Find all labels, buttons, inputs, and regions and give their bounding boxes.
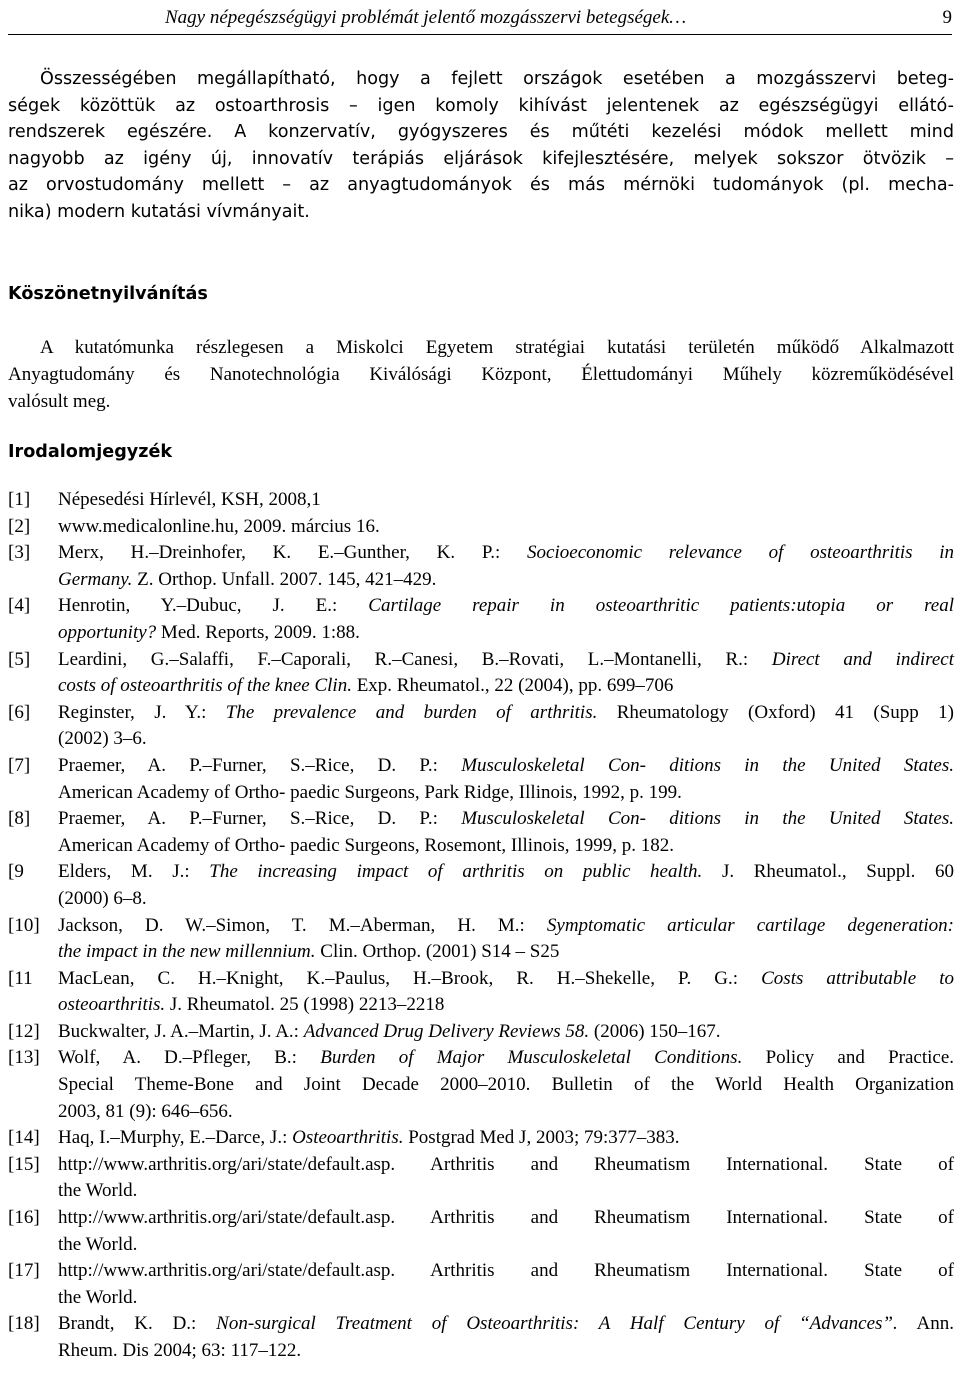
reference-number: [5] xyxy=(8,648,31,670)
reference-line xyxy=(58,726,954,753)
reference-segment: Brandt, K. D.: xyxy=(58,1313,217,1335)
reference-number: [15] xyxy=(8,1153,40,1175)
reference-text xyxy=(58,1152,954,1205)
reference-line xyxy=(58,780,954,807)
reference-line xyxy=(58,1125,954,1152)
text-line: ségek közöttük az ostoarthrosis – igen komoly kihívást jelentenek az egészségügyi ellátó- xyxy=(8,95,954,116)
reference-item xyxy=(8,487,954,514)
reference-segment: Jackson, D. W.–Simon, T. M.–Aberman, H. M.: xyxy=(58,914,547,936)
reference-line xyxy=(58,1019,954,1046)
reference-number: [16] xyxy=(8,1207,40,1229)
acknowledgement-paragraph xyxy=(8,334,954,415)
text-line: valósult meg. xyxy=(8,391,111,412)
reference-text xyxy=(58,700,954,753)
reference-segment: Leardini, G.–Salaffi, F.–Caporali, R.–Canesi, B.–Rovati, L.–Montanelli, R.: xyxy=(58,648,772,670)
reference-segment: (2000) 6–8. xyxy=(58,887,147,909)
reference-item xyxy=(8,1019,954,1046)
reference-text xyxy=(58,753,954,806)
reference-number: [9 xyxy=(8,861,24,883)
references-heading: Irodalomjegyzék xyxy=(8,442,173,462)
reference-line xyxy=(58,1311,954,1338)
reference-item xyxy=(8,593,954,646)
reference-item xyxy=(8,1311,954,1364)
reference-text xyxy=(58,806,954,859)
text-line: az orvostudomány mellett – az anyagtudományok és más mérnöki tudományok (pl. mecha- xyxy=(8,175,954,195)
reference-segment: Buckwalter, J. A.–Martin, J. A.: xyxy=(58,1020,304,1042)
reference-text xyxy=(58,1125,954,1152)
reference-number: [4] xyxy=(8,595,31,617)
reference-number: [6] xyxy=(8,701,31,723)
reference-line xyxy=(58,540,954,567)
reference-segment: http://www.arthritis.org/ari/state/default.asp. Arthritis and Rheumatism International. State of xyxy=(58,1207,954,1229)
reference-line xyxy=(58,1232,954,1259)
reference-list xyxy=(8,487,954,1365)
reference-segment: the World. xyxy=(58,1233,138,1255)
reference-segment: Med. Reports, 2009. 1:88. xyxy=(156,621,360,643)
reference-line xyxy=(58,1205,954,1232)
reference-segment: Henrotin, Y.–Dubuc, J. E.: xyxy=(58,595,369,617)
reference-item xyxy=(8,1045,954,1125)
reference-text xyxy=(58,913,954,966)
reference-segment: Népesedési Hírlevél, KSH, 2008,1 xyxy=(58,489,321,510)
reference-text xyxy=(58,1045,954,1125)
intro-paragraph xyxy=(8,66,954,225)
reference-segment: Policy and Practice. xyxy=(742,1047,955,1069)
reference-line xyxy=(58,1178,954,1205)
reference-line xyxy=(58,567,954,594)
reference-title: Non-surgical Treatment of Osteoarthritis: A Half Century of “Advances”. xyxy=(216,1313,898,1335)
reference-title: opportunity? xyxy=(58,621,157,643)
reference-title: Burden of Major Musculoskeletal Conditions. xyxy=(320,1047,743,1069)
reference-line xyxy=(58,806,954,833)
reference-item xyxy=(8,806,954,859)
reference-text xyxy=(58,1258,954,1311)
text-line: nika) modern kutatási vívmányait. xyxy=(8,201,310,222)
reference-item xyxy=(8,1125,954,1152)
reference-segment: 2003, 81 (9): 646–656. xyxy=(58,1100,233,1122)
reference-text xyxy=(58,514,954,541)
reference-number: [10] xyxy=(8,914,40,936)
text-line: A kutatómunka részlegesen a Miskolci Egyetem stratégiai kutatási területén működő Alkalmazott xyxy=(40,337,954,358)
reference-segment: Reginster, J. Y.: xyxy=(58,701,226,723)
reference-line xyxy=(58,620,954,647)
reference-text xyxy=(58,966,954,1019)
reference-title: Advanced Drug Delivery Reviews 58. xyxy=(303,1020,590,1042)
reference-segment: MacLean, C. H.–Knight, K.–Paulus, H.–Brook, R. H.–Shekelle, P. G.: xyxy=(58,967,762,989)
reference-text xyxy=(58,647,954,700)
reference-number: [17] xyxy=(8,1260,40,1282)
reference-title: Musculoskeletal Con- ditions in the United States. xyxy=(461,808,954,830)
reference-text xyxy=(58,859,954,912)
text-line: nagyobb az igény új, innovatív terápiás eljárások kifejlesztésére, melyek sokszor ötvözik – xyxy=(8,148,954,169)
reference-line xyxy=(58,833,954,860)
reference-segment: http://www.arthritis.org/ari/state/default.asp. Arthritis and Rheumatism International. State of xyxy=(58,1153,954,1175)
reference-line xyxy=(58,1099,954,1126)
reference-title: Musculoskeletal Con- ditions in the United States. xyxy=(461,754,954,776)
reference-title: the impact in the new millennium. xyxy=(58,941,316,963)
acknowledgement-heading: Köszönetnyilvánítás xyxy=(8,284,208,304)
text-line: Összességében megállapítható, hogy a fejlett országok esetében a mozgásszervi beteg- xyxy=(40,69,954,89)
reference-segment: (2002) 3–6. xyxy=(58,728,147,750)
reference-title: Socioeconomic relevance of osteoarthritis in xyxy=(527,542,955,564)
reference-line xyxy=(58,1152,954,1179)
reference-item xyxy=(8,859,954,912)
reference-segment: Praemer, A. P.–Furner, S.–Rice, D. P.: xyxy=(58,754,462,776)
reference-line xyxy=(58,647,954,674)
reference-number: [18] xyxy=(8,1313,40,1335)
reference-number: [3] xyxy=(8,542,31,564)
reference-segment: www.medicalonline.hu, 2009. március 16. xyxy=(58,515,380,537)
reference-line xyxy=(58,1072,954,1099)
reference-item xyxy=(8,913,954,966)
reference-number: [13] xyxy=(8,1047,40,1069)
running-header-title: Nagy népegészségügyi problémát jelentő mozgásszervi betegségek… xyxy=(165,7,687,28)
reference-segment: Exp. Rheumatol., 22 (2004), pp. 699–706 xyxy=(351,675,674,697)
reference-title: Germany. xyxy=(58,568,133,590)
reference-title: costs of osteoarthritis of the knee Clin. xyxy=(58,675,352,697)
text-line: Anyagtudomány és Nanotechnológia Kiválósági Központ, Élettudományi Műhely közreműködésével xyxy=(8,364,954,385)
reference-title: Osteoarthritis. xyxy=(292,1127,404,1149)
reference-segment: Postgrad Med J, 2003; 79:377–383. xyxy=(403,1127,680,1149)
reference-line xyxy=(58,886,954,913)
reference-number: [14] xyxy=(8,1127,40,1149)
reference-number: [8] xyxy=(8,808,31,830)
reference-segment: Z. Orthop. Unfall. 2007. 145, 421–429. xyxy=(132,568,437,590)
reference-segment: http://www.arthritis.org/ari/state/default.asp. Arthritis and Rheumatism International. State of xyxy=(58,1260,954,1282)
reference-line xyxy=(58,753,954,780)
reference-title: Cartilage repair in osteoarthritic patients:utopia or real xyxy=(368,595,954,617)
reference-line xyxy=(58,913,954,940)
reference-segment: Rheum. Dis 2004; 63: 117–122. xyxy=(58,1340,302,1361)
reference-line xyxy=(58,1338,954,1365)
reference-segment: American Academy of Ortho- paedic Surgeons, Rosemont, Illinois, 1999, p. 182. xyxy=(58,834,674,856)
reference-number: [2] xyxy=(8,515,31,537)
reference-segment: Praemer, A. P.–Furner, S.–Rice, D. P.: xyxy=(58,808,462,830)
reference-item xyxy=(8,647,954,700)
reference-line xyxy=(58,966,954,993)
reference-number: [12] xyxy=(8,1020,40,1042)
reference-segment: Clin. Orthop. (2001) S14 – S25 xyxy=(315,941,560,963)
reference-item xyxy=(8,540,954,593)
reference-segment: Rheumatology (Oxford) 41 (Supp 1) xyxy=(597,701,954,723)
reference-number: [1] xyxy=(8,489,31,510)
reference-line xyxy=(58,939,954,966)
reference-title: Costs attributable to xyxy=(761,967,954,989)
reference-title: Direct and indirect xyxy=(771,648,954,670)
reference-segment: Merx, H.–Dreinhofer, K. E.–Gunther, K. P.: xyxy=(58,542,528,564)
reference-text xyxy=(58,1019,954,1046)
reference-segment: Ann. xyxy=(897,1313,954,1335)
reference-item xyxy=(8,753,954,806)
reference-segment: J. Rheumatol. 25 (1998) 2213–2218 xyxy=(165,994,445,1016)
reference-segment: Special Theme-Bone and Joint Decade 2000–2010. Bulletin of the World Health Organization xyxy=(58,1074,954,1096)
reference-line xyxy=(58,1285,954,1312)
reference-line xyxy=(58,700,954,727)
reference-title: The increasing impact of arthritis on public health. xyxy=(209,861,703,883)
reference-item xyxy=(8,966,954,1019)
running-header xyxy=(8,4,952,35)
text-line: rendszerek egészére. A konzervatív, gyógyszeres és műtéti kezelési módok mellett mind xyxy=(8,122,954,142)
reference-segment: (2006) 150–167. xyxy=(589,1020,721,1042)
reference-item xyxy=(8,700,954,753)
reference-title: Symptomatic articular cartilage degeneration: xyxy=(546,914,954,936)
reference-line xyxy=(58,1258,954,1285)
reference-title: osteoarthritis. xyxy=(58,994,166,1016)
reference-number: [11 xyxy=(8,967,33,989)
reference-item xyxy=(8,1258,954,1311)
reference-line xyxy=(58,673,954,700)
reference-item xyxy=(8,1205,954,1258)
reference-segment: the World. xyxy=(58,1180,138,1202)
reference-line xyxy=(58,593,954,620)
reference-text xyxy=(58,1311,954,1364)
reference-line xyxy=(58,992,954,1019)
reference-text xyxy=(58,1205,954,1258)
reference-segment: the World. xyxy=(58,1286,138,1308)
reference-text xyxy=(58,593,954,646)
reference-segment: Elders, M. J.: xyxy=(58,861,210,883)
reference-text xyxy=(58,487,954,514)
reference-segment: Haq, I.–Murphy, E.–Darce, J.: xyxy=(58,1127,293,1149)
reference-line xyxy=(58,487,954,514)
reference-segment: American Academy of Ortho- paedic Surgeons, Park Ridge, Illinois, 1992, p. 199. xyxy=(58,781,682,803)
reference-item xyxy=(8,1152,954,1205)
reference-line xyxy=(58,514,954,541)
reference-item xyxy=(8,514,954,541)
reference-line xyxy=(58,1045,954,1072)
reference-number: [7] xyxy=(8,754,31,776)
reference-text xyxy=(58,540,954,593)
reference-segment: Wolf, A. D.–Pfleger, B.: xyxy=(58,1047,321,1069)
reference-line xyxy=(58,859,954,886)
reference-segment: J. Rheumatol., Suppl. 60 xyxy=(702,861,954,883)
page-number: 9 xyxy=(942,7,952,28)
reference-title: The prevalence and burden of arthritis. xyxy=(225,701,598,723)
